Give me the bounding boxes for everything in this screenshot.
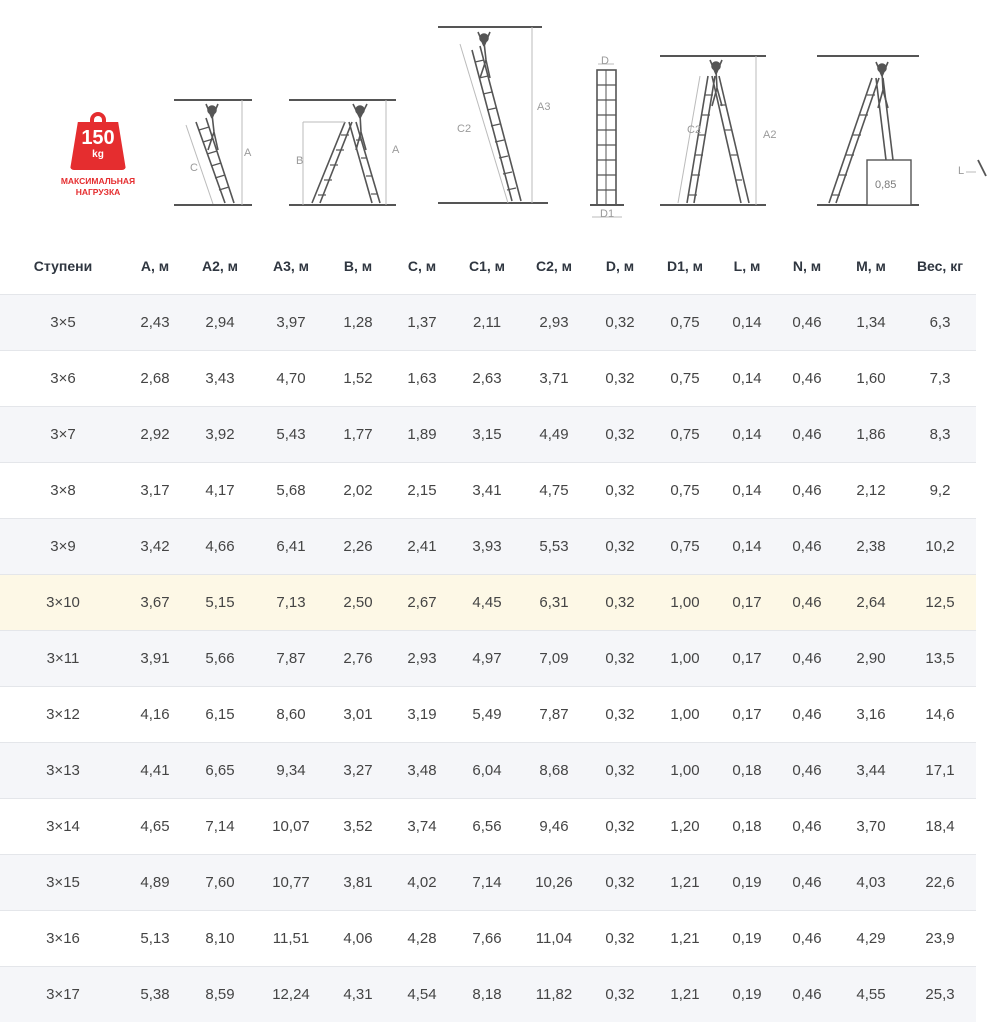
table-cell: 0,46 <box>776 575 838 631</box>
table-cell: 9,46 <box>520 799 588 855</box>
table-cell: 2,76 <box>326 631 390 687</box>
table-cell: 3,92 <box>184 407 256 463</box>
table-cell: 0,19 <box>718 967 776 1022</box>
table-cell: 3,93 <box>454 519 520 575</box>
table-cell: 4,49 <box>520 407 588 463</box>
label-box-value: 0,85 <box>875 179 896 191</box>
table-cell-steps: 3×5 <box>0 295 126 351</box>
table-cell: 2,38 <box>838 519 904 575</box>
table-cell: 3,48 <box>390 743 454 799</box>
table-cell: 1,00 <box>652 687 718 743</box>
table-cell-steps: 3×6 <box>0 351 126 407</box>
table-cell: 0,46 <box>776 519 838 575</box>
table-cell: 2,93 <box>390 631 454 687</box>
table-cell: 7,66 <box>454 911 520 967</box>
table-cell: 0,32 <box>588 967 652 1022</box>
table-cell: 6,31 <box>520 575 588 631</box>
table-cell: 2,26 <box>326 519 390 575</box>
col-header-a: A, м <box>126 238 184 295</box>
table-cell: 5,38 <box>126 967 184 1022</box>
table-cell: 7,09 <box>520 631 588 687</box>
table-cell: 2,94 <box>184 295 256 351</box>
table-row <box>0 295 976 351</box>
diagram-combined-ladder <box>660 56 766 205</box>
table-cell: 18,4 <box>904 799 976 855</box>
max-load-unit: kg <box>70 150 126 160</box>
table-cell: 10,2 <box>904 519 976 575</box>
col-header-m: M, м <box>838 238 904 295</box>
table-cell: 0,18 <box>718 799 776 855</box>
col-header-a3: A3, м <box>256 238 326 295</box>
table-cell: 3,19 <box>390 687 454 743</box>
table-cell: 3,81 <box>326 855 390 911</box>
table-cell: 0,14 <box>718 295 776 351</box>
diagram-a-frame <box>289 100 396 205</box>
table-cell: 2,11 <box>454 295 520 351</box>
table-cell: 7,3 <box>904 351 976 407</box>
table-cell: 7,87 <box>256 631 326 687</box>
table-cell: 0,46 <box>776 295 838 351</box>
table-row <box>0 575 976 631</box>
table-cell: 0,32 <box>588 855 652 911</box>
table-cell: 4,41 <box>126 743 184 799</box>
table-cell: 3,01 <box>326 687 390 743</box>
table-cell: 0,32 <box>588 407 652 463</box>
table-cell: 3,71 <box>520 351 588 407</box>
table-cell: 0,14 <box>718 407 776 463</box>
label-d1: D1 <box>600 208 614 220</box>
table-cell: 5,49 <box>454 687 520 743</box>
table-cell: 4,03 <box>838 855 904 911</box>
table-cell: 4,66 <box>184 519 256 575</box>
col-header-a2: A2, м <box>184 238 256 295</box>
table-cell: 10,26 <box>520 855 588 911</box>
table-cell: 4,06 <box>326 911 390 967</box>
table-header-row <box>0 238 976 295</box>
table-cell: 1,86 <box>838 407 904 463</box>
table-cell: 1,52 <box>326 351 390 407</box>
table-cell: 1,00 <box>652 743 718 799</box>
table-cell: 0,32 <box>588 911 652 967</box>
table-cell: 3,27 <box>326 743 390 799</box>
table-cell: 9,2 <box>904 463 976 519</box>
max-load-caption-line2: НАГРУЗКА <box>54 187 142 198</box>
table-row <box>0 743 976 799</box>
table-row <box>0 911 976 967</box>
table-row <box>0 463 976 519</box>
table-cell-steps: 3×10 <box>0 575 126 631</box>
table-cell: 0,46 <box>776 967 838 1022</box>
table-cell: 2,63 <box>454 351 520 407</box>
table-cell: 0,32 <box>588 463 652 519</box>
label-l: L <box>958 165 964 177</box>
table-cell: 2,12 <box>838 463 904 519</box>
table-cell: 5,13 <box>126 911 184 967</box>
table-cell-steps: 3×8 <box>0 463 126 519</box>
table-cell: 5,43 <box>256 407 326 463</box>
table-cell: 4,02 <box>390 855 454 911</box>
table-cell: 1,20 <box>652 799 718 855</box>
table-cell: 11,82 <box>520 967 588 1022</box>
table-cell: 0,17 <box>718 631 776 687</box>
table-cell: 0,75 <box>652 519 718 575</box>
table-cell: 2,50 <box>326 575 390 631</box>
col-header-d: D, м <box>588 238 652 295</box>
table-row <box>0 631 976 687</box>
table-cell-steps: 3×15 <box>0 855 126 911</box>
table-cell: 0,46 <box>776 407 838 463</box>
table-cell: 1,21 <box>652 855 718 911</box>
table-cell: 8,10 <box>184 911 256 967</box>
table-cell: 2,93 <box>520 295 588 351</box>
table-cell: 0,75 <box>652 463 718 519</box>
table-cell: 2,15 <box>390 463 454 519</box>
table-cell: 8,59 <box>184 967 256 1022</box>
diagram-extended-ladder <box>438 27 548 203</box>
table-cell: 4,45 <box>454 575 520 631</box>
label-a3: A3 <box>537 101 550 113</box>
col-header-c2: C2, м <box>520 238 588 295</box>
label-c: C <box>190 162 198 174</box>
table-cell: 1,28 <box>326 295 390 351</box>
table-cell: 3,67 <box>126 575 184 631</box>
table-cell: 0,14 <box>718 463 776 519</box>
table-cell: 3,41 <box>454 463 520 519</box>
table-cell: 4,16 <box>126 687 184 743</box>
ladder-specs-table <box>0 238 976 1022</box>
table-cell: 6,04 <box>454 743 520 799</box>
col-header-b: B, м <box>326 238 390 295</box>
col-header-steps: Ступени <box>0 238 126 295</box>
table-cell: 3,97 <box>256 295 326 351</box>
label-c2-2: C2 <box>687 124 701 136</box>
diagram-partial-edge <box>966 160 986 176</box>
table-cell: 0,14 <box>718 351 776 407</box>
table-cell: 4,54 <box>390 967 454 1022</box>
table-cell: 4,75 <box>520 463 588 519</box>
table-cell: 13,5 <box>904 631 976 687</box>
table-cell: 1,21 <box>652 967 718 1022</box>
table-cell: 1,21 <box>652 911 718 967</box>
table-row <box>0 687 976 743</box>
table-cell: 2,67 <box>390 575 454 631</box>
label-a: A <box>244 147 252 159</box>
table-cell: 0,46 <box>776 855 838 911</box>
table-cell: 8,68 <box>520 743 588 799</box>
table-cell: 4,65 <box>126 799 184 855</box>
diagram-leaning-ladder <box>174 100 252 205</box>
table-cell: 4,70 <box>256 351 326 407</box>
table-cell: 10,07 <box>256 799 326 855</box>
table-cell-steps: 3×17 <box>0 967 126 1022</box>
table-cell: 1,00 <box>652 575 718 631</box>
table-cell: 3,42 <box>126 519 184 575</box>
table-cell: 3,17 <box>126 463 184 519</box>
table-cell: 0,32 <box>588 295 652 351</box>
table-cell: 3,91 <box>126 631 184 687</box>
table-cell: 25,3 <box>904 967 976 1022</box>
col-header-d1: D1, м <box>652 238 718 295</box>
table-cell: 7,13 <box>256 575 326 631</box>
table-cell: 3,15 <box>454 407 520 463</box>
table-cell: 9,34 <box>256 743 326 799</box>
table-cell: 11,04 <box>520 911 588 967</box>
table-cell: 4,17 <box>184 463 256 519</box>
table-cell: 14,6 <box>904 687 976 743</box>
table-cell: 0,19 <box>718 911 776 967</box>
table-cell-steps: 3×7 <box>0 407 126 463</box>
table-cell-steps: 3×11 <box>0 631 126 687</box>
table-cell: 0,18 <box>718 743 776 799</box>
table-cell: 0,32 <box>588 687 652 743</box>
table-cell: 10,77 <box>256 855 326 911</box>
table-cell: 2,92 <box>126 407 184 463</box>
table-cell: 2,64 <box>838 575 904 631</box>
table-cell: 7,14 <box>454 855 520 911</box>
table-cell: 23,9 <box>904 911 976 967</box>
table-cell: 12,5 <box>904 575 976 631</box>
table-cell: 0,32 <box>588 743 652 799</box>
table-cell: 0,75 <box>652 407 718 463</box>
table-cell: 5,53 <box>520 519 588 575</box>
table-cell: 3,74 <box>390 799 454 855</box>
table-cell: 6,41 <box>256 519 326 575</box>
table-cell: 2,41 <box>390 519 454 575</box>
ladder-diagrams-strip <box>0 0 1000 236</box>
table-cell: 0,46 <box>776 743 838 799</box>
table-cell: 6,15 <box>184 687 256 743</box>
table-cell: 5,68 <box>256 463 326 519</box>
table-cell: 0,46 <box>776 911 838 967</box>
table-cell: 4,31 <box>326 967 390 1022</box>
label-a2: A2 <box>763 129 776 141</box>
table-cell: 2,68 <box>126 351 184 407</box>
table-cell: 4,29 <box>838 911 904 967</box>
table-cell: 0,32 <box>588 799 652 855</box>
table-cell: 22,6 <box>904 855 976 911</box>
table-cell: 1,60 <box>838 351 904 407</box>
table-cell: 5,15 <box>184 575 256 631</box>
col-header-weight: Вес, кг <box>904 238 976 295</box>
max-load-caption-line1: МАКСИМАЛЬНАЯ <box>54 176 142 187</box>
table-row <box>0 519 976 575</box>
table-cell: 2,02 <box>326 463 390 519</box>
table-cell: 1,34 <box>838 295 904 351</box>
diagram-front-view <box>590 64 624 217</box>
table-cell: 0,46 <box>776 463 838 519</box>
label-a-2: A <box>392 144 400 156</box>
table-cell: 7,87 <box>520 687 588 743</box>
table-cell: 0,17 <box>718 575 776 631</box>
table-cell-steps: 3×9 <box>0 519 126 575</box>
table-cell: 6,3 <box>904 295 976 351</box>
ladder-configurations-illustration <box>0 0 1000 236</box>
table-cell: 0,75 <box>652 351 718 407</box>
table-cell: 5,66 <box>184 631 256 687</box>
table-row <box>0 855 976 911</box>
table-cell: 6,56 <box>454 799 520 855</box>
table-cell: 0,17 <box>718 687 776 743</box>
table-cell: 6,65 <box>184 743 256 799</box>
table-cell: 0,32 <box>588 351 652 407</box>
table-cell: 4,89 <box>126 855 184 911</box>
table-cell: 1,00 <box>652 631 718 687</box>
table-cell: 1,77 <box>326 407 390 463</box>
table-cell: 0,19 <box>718 855 776 911</box>
table-cell-steps: 3×16 <box>0 911 126 967</box>
diagram-a-frame-platform <box>817 56 919 205</box>
table-row <box>0 967 976 1022</box>
table-row <box>0 799 976 855</box>
col-header-l: L, м <box>718 238 776 295</box>
table-cell: 0,46 <box>776 799 838 855</box>
table-cell: 8,60 <box>256 687 326 743</box>
table-cell: 0,46 <box>776 631 838 687</box>
table-body <box>0 295 976 1022</box>
table-cell: 2,43 <box>126 295 184 351</box>
label-d: D <box>601 55 609 67</box>
col-header-c1: C1, м <box>454 238 520 295</box>
table-row <box>0 351 976 407</box>
max-load-value: 150 <box>70 128 126 148</box>
col-header-n: N, м <box>776 238 838 295</box>
table-cell: 8,3 <box>904 407 976 463</box>
table-cell-steps: 3×13 <box>0 743 126 799</box>
table-cell: 0,75 <box>652 295 718 351</box>
table-cell: 1,63 <box>390 351 454 407</box>
table-cell: 4,28 <box>390 911 454 967</box>
table-cell: 0,46 <box>776 687 838 743</box>
table-cell: 4,55 <box>838 967 904 1022</box>
table-cell-steps: 3×14 <box>0 799 126 855</box>
table-cell: 7,60 <box>184 855 256 911</box>
table-cell: 3,52 <box>326 799 390 855</box>
table-cell: 1,37 <box>390 295 454 351</box>
table-cell: 2,90 <box>838 631 904 687</box>
table-cell: 4,97 <box>454 631 520 687</box>
table-cell-steps: 3×12 <box>0 687 126 743</box>
table-cell: 1,89 <box>390 407 454 463</box>
col-header-c: C, м <box>390 238 454 295</box>
table-cell: 12,24 <box>256 967 326 1022</box>
table-cell: 11,51 <box>256 911 326 967</box>
table-cell: 3,16 <box>838 687 904 743</box>
table-cell: 0,32 <box>588 631 652 687</box>
table-cell: 3,43 <box>184 351 256 407</box>
table-cell: 3,70 <box>838 799 904 855</box>
label-c2: C2 <box>457 123 471 135</box>
table-cell: 0,32 <box>588 575 652 631</box>
table-cell: 17,1 <box>904 743 976 799</box>
table-cell: 3,44 <box>838 743 904 799</box>
table-row <box>0 407 976 463</box>
table-cell: 0,14 <box>718 519 776 575</box>
table-cell: 0,32 <box>588 519 652 575</box>
table-cell: 7,14 <box>184 799 256 855</box>
table-cell: 0,46 <box>776 351 838 407</box>
label-b: B <box>296 155 303 167</box>
table-cell: 8,18 <box>454 967 520 1022</box>
